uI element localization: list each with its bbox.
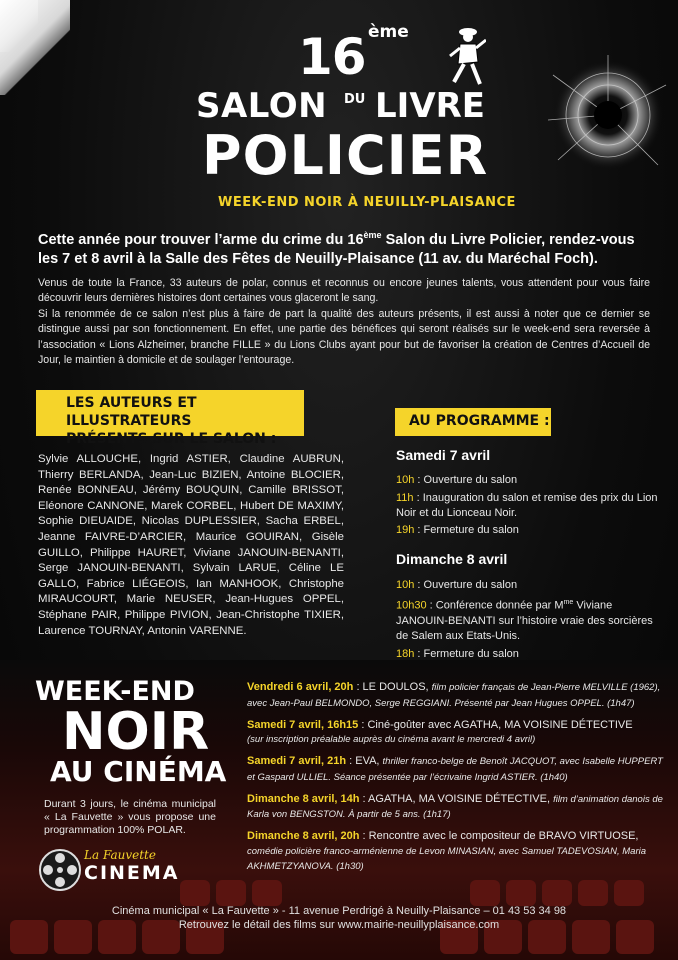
title-du: DU bbox=[344, 92, 366, 107]
programme-entry bbox=[396, 491, 666, 522]
film-when: Dimanche 8 avril, 20h bbox=[247, 830, 360, 842]
intro-paragraph bbox=[38, 226, 650, 269]
film-extra: (sur inscription préalable auprès du cinéma avant le mercredi 4 avril) bbox=[247, 734, 536, 745]
film-extra: film policier français de Jean-Pierre MELVILLE (1962), avec Jean-Paul BELMONDO, Serge REGGIANI. Présenté par Jean Hugues OPPEL. (1h47) bbox=[247, 682, 661, 709]
footer-website: Retrouvez le détail des films sur www.mairie-neuillyplaisance.com bbox=[178, 919, 500, 931]
entry-text: Viviane JANOUIN-BENANTI sur l’histoire vraie des sorcières de Salem aux Etats-Unis. bbox=[396, 599, 653, 643]
logo-la-fauvette: La Fauvette bbox=[84, 848, 156, 862]
film-item bbox=[247, 754, 665, 785]
authors-banner bbox=[36, 390, 304, 447]
programme-entry bbox=[396, 578, 666, 593]
body-text bbox=[38, 276, 650, 368]
film-when: Samedi 7 avril, 21h bbox=[247, 755, 347, 767]
film-item bbox=[247, 792, 665, 823]
film-list bbox=[247, 680, 665, 881]
entry-time: 19h bbox=[396, 524, 415, 537]
film-item bbox=[247, 718, 665, 748]
footer bbox=[0, 904, 678, 932]
entry-time: 10h30 bbox=[396, 599, 427, 612]
page-curl-highlight bbox=[0, 0, 38, 52]
intro-sup: ème bbox=[363, 230, 382, 240]
cinema-description: Durant 3 jours, le cinéma municipal « La Fauvette » vous propose une programmation 100% POLAR. bbox=[44, 798, 216, 836]
entry-time: 10h bbox=[396, 578, 415, 591]
body-paragraph-1: Venus de toute la France, 33 auteurs de polar, connus et reconnus ou encore jeunes talents, vous attendent pour vous faire découvrir leurs dernières histoires dont certaines vous glaceront le sang. bbox=[38, 277, 650, 305]
entry-text: : Conférence donnée par M bbox=[426, 599, 564, 612]
footer-address: Cinéma municipal « La Fauvette » - 11 avenue Perdrigé à Neuilly-Plaisance – 01 43 53 34 98 bbox=[111, 905, 567, 917]
day-2-heading: Dimanche 8 avril bbox=[396, 551, 508, 568]
cinema-title-3: AU CINÉMA bbox=[50, 755, 227, 788]
cinema-title-2: NOIR bbox=[62, 702, 210, 762]
subtitle: WEEK-END NOIR À NEUILLY-PLAISANCE bbox=[218, 195, 516, 210]
programme-entry bbox=[396, 595, 666, 645]
film-when: Dimanche 8 avril, 14h bbox=[247, 792, 360, 805]
intro-before: Cette année pour trouver l’arme du crime du 16 bbox=[38, 231, 364, 248]
title-salon: SALON bbox=[196, 86, 328, 126]
entry-text: : Ouverture du salon bbox=[414, 578, 518, 591]
film-when: Vendredi 6 avril, 20h bbox=[247, 681, 354, 693]
bullet-hole-icon bbox=[548, 55, 668, 175]
film-text: : LE DOULOS, bbox=[353, 681, 432, 693]
film-extra: comédie policière franco-arménienne de Levon MINASIAN, avec Samuel TADEVOSIAN, Maria AKHMETZYANOVA. (1h30) bbox=[247, 845, 646, 872]
entry-time: 18h bbox=[396, 647, 415, 660]
programme bbox=[396, 448, 666, 664]
entry-time: 11h bbox=[396, 491, 414, 504]
programme-entry bbox=[396, 523, 666, 538]
entry-text: : Inauguration du salon et remise des prix du Lion Noir et du Lionceau Noir. bbox=[396, 491, 658, 519]
running-detective-icon bbox=[446, 26, 486, 88]
entry-time: 10h bbox=[396, 474, 415, 487]
film-extra: thriller franco-belge de Benoît JACQUOT, avec Isabelle HUPPERT et Gaspard ULLIEL. Séance présentée par l’écrivaine Ingrid ASTIER. (1h40) bbox=[247, 756, 663, 783]
body-paragraph-2: Si la renommée de ce salon n’est plus à faire de part la qualité des auteurs présents, il est aussi à noter que ce dernier se distingue aussi par son fonctionnement. En effet, une partie des bénéfices qui seront réalisés sur le week-end sera reversée à l’association « Lions Alzheimer, branche FILLE » du Lions Clubs ayant pour but de favoriser la création de Centres d’Accueil de Jour, le maintien à domicile et de soulager l’entourage. bbox=[38, 307, 650, 367]
film-item bbox=[247, 680, 665, 711]
authors-banner-line2: PRÉSENTS SUR LE SALON : bbox=[66, 431, 277, 447]
edition-ordinal: ème bbox=[368, 22, 409, 42]
film-text: : EVA, bbox=[346, 755, 383, 767]
authors-banner-line1: LES AUTEURS ET ILLUSTRATEURS bbox=[66, 395, 197, 429]
film-text: : Rencontre avec le compositeur de BRAVO VIRTUOSE, bbox=[359, 830, 639, 842]
film-text: : Ciné-goûter avec AGATHA, MA VOISINE DÉTECTIVE bbox=[358, 718, 633, 731]
logo-cinema: CINEMA bbox=[84, 862, 180, 884]
day-1-heading: Samedi 7 avril bbox=[396, 447, 491, 463]
programme-banner: AU PROGRAMME : bbox=[395, 408, 551, 436]
entry-text: : Ouverture du salon bbox=[414, 474, 518, 487]
title-livre: LIVRE bbox=[375, 86, 486, 126]
intro-after: Salon du Livre Policier, rendez-vous les 7 et 8 avril à la Salle des Fêtes de Neuilly-Plaisance (11 av. du Maréchal Foch). bbox=[38, 231, 635, 267]
film-text: : AGATHA, MA VOISINE DÉTECTIVE, bbox=[359, 792, 554, 805]
authors-list: Sylvie ALLOUCHE, Ingrid ASTIER, Claudine AUBRUN, Thierry BERLANDA, Jean-Luc BIZIEN, Antoine BLOCIER, Renée BONNEAU, Jérémy BOUQUIN, Camille BRISSOT, Eléonore CANNONE, Marek CORBEL, Hubert DE MAXIMY, Sophie DIEUAIDE, Nicolas DUPLESSIER, Sacha ERBEL, Jeanne FAIVRE-D’ARCIER, Maurice GOUIRAN, Gisèle GUILLO, Philippe HAURET, Viviane JANOUIN-BENANTI, Serge JANOUIN-BENANTI, Sylvain LARUE, Céline LE GALLO, Fabrice LIÉGEOIS, Ian MANHOOK, Christophe MIRAUCOURT, Marie NEUSER, Jean-Hugues OPPEL, Stéphane PAIR, Philippe PIVION, Jean-Christophe TIXIER, Laurence TOURNAY, Antonin VARENNE. bbox=[38, 453, 344, 637]
entry-text: : Fermeture du salon bbox=[414, 647, 519, 660]
film-extra: film d’animation danois de Karla von BENGSTON. À partir de 5 ans. (1h17) bbox=[247, 793, 663, 820]
programme-entry bbox=[396, 473, 666, 488]
film-item bbox=[247, 829, 665, 875]
title-policier: POLICIER bbox=[202, 124, 489, 187]
cinema-title-1: WEEK-END bbox=[35, 676, 195, 707]
edition-number: 16 bbox=[298, 28, 366, 86]
film-when: Samedi 7 avril, 16h15 bbox=[247, 718, 359, 731]
entry-text: : Fermeture du salon bbox=[414, 524, 519, 537]
entry-sup: me bbox=[563, 599, 574, 607]
